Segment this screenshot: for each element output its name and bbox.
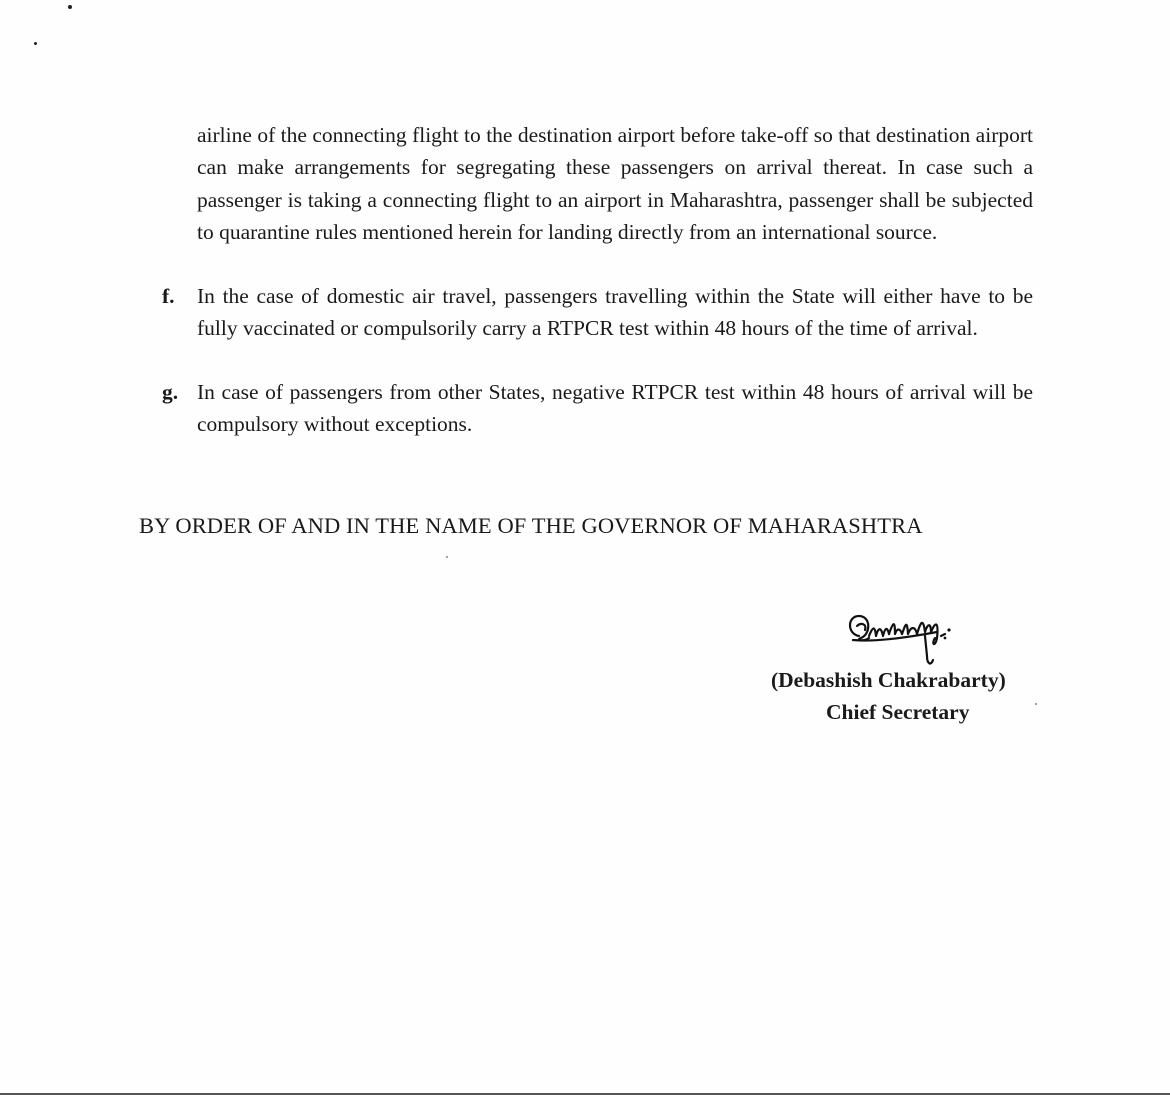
list-item-f — [162, 280, 1033, 345]
list-marker: g. — [162, 380, 179, 404]
continuation-paragraph: airline of the connecting flight to the destination airport before take-off so that destination airport can make arrangements for segregating these passengers on arrival thereat. In case such a passenger is taking a connecting flight to an airport in Maharashtra, passenger shall be subjected to quarantine rules mentioned herein for landing directly from an international source. — [197, 123, 1033, 245]
page-bottom-edge — [0, 1093, 1170, 1095]
list-item-text: In case of passengers from other States, negative RTPCR test within 48 hours of arrival will be compulsory without exceptions. — [197, 380, 1033, 437]
scan-speck — [446, 556, 448, 558]
scan-speck — [1035, 703, 1037, 705]
list-marker: f. — [162, 284, 175, 308]
signatory-title: Chief Secretary — [826, 700, 970, 724]
signatory-name: (Debashish Chakrabarty) — [771, 668, 1006, 692]
list-item-text: In the case of domestic air travel, passengers travelling within the State will either have to be fully vaccinated or compulsorily carry a RTPCR test within 48 hours of the time of arrival. — [197, 284, 1033, 341]
list-item-g — [162, 376, 1033, 441]
handwritten-signature — [845, 608, 955, 674]
scan-speck — [34, 42, 37, 45]
governor-order-line: BY ORDER OF AND IN THE NAME OF THE GOVERNOR OF MAHARASHTRA — [139, 513, 923, 538]
scan-speck — [68, 5, 72, 9]
